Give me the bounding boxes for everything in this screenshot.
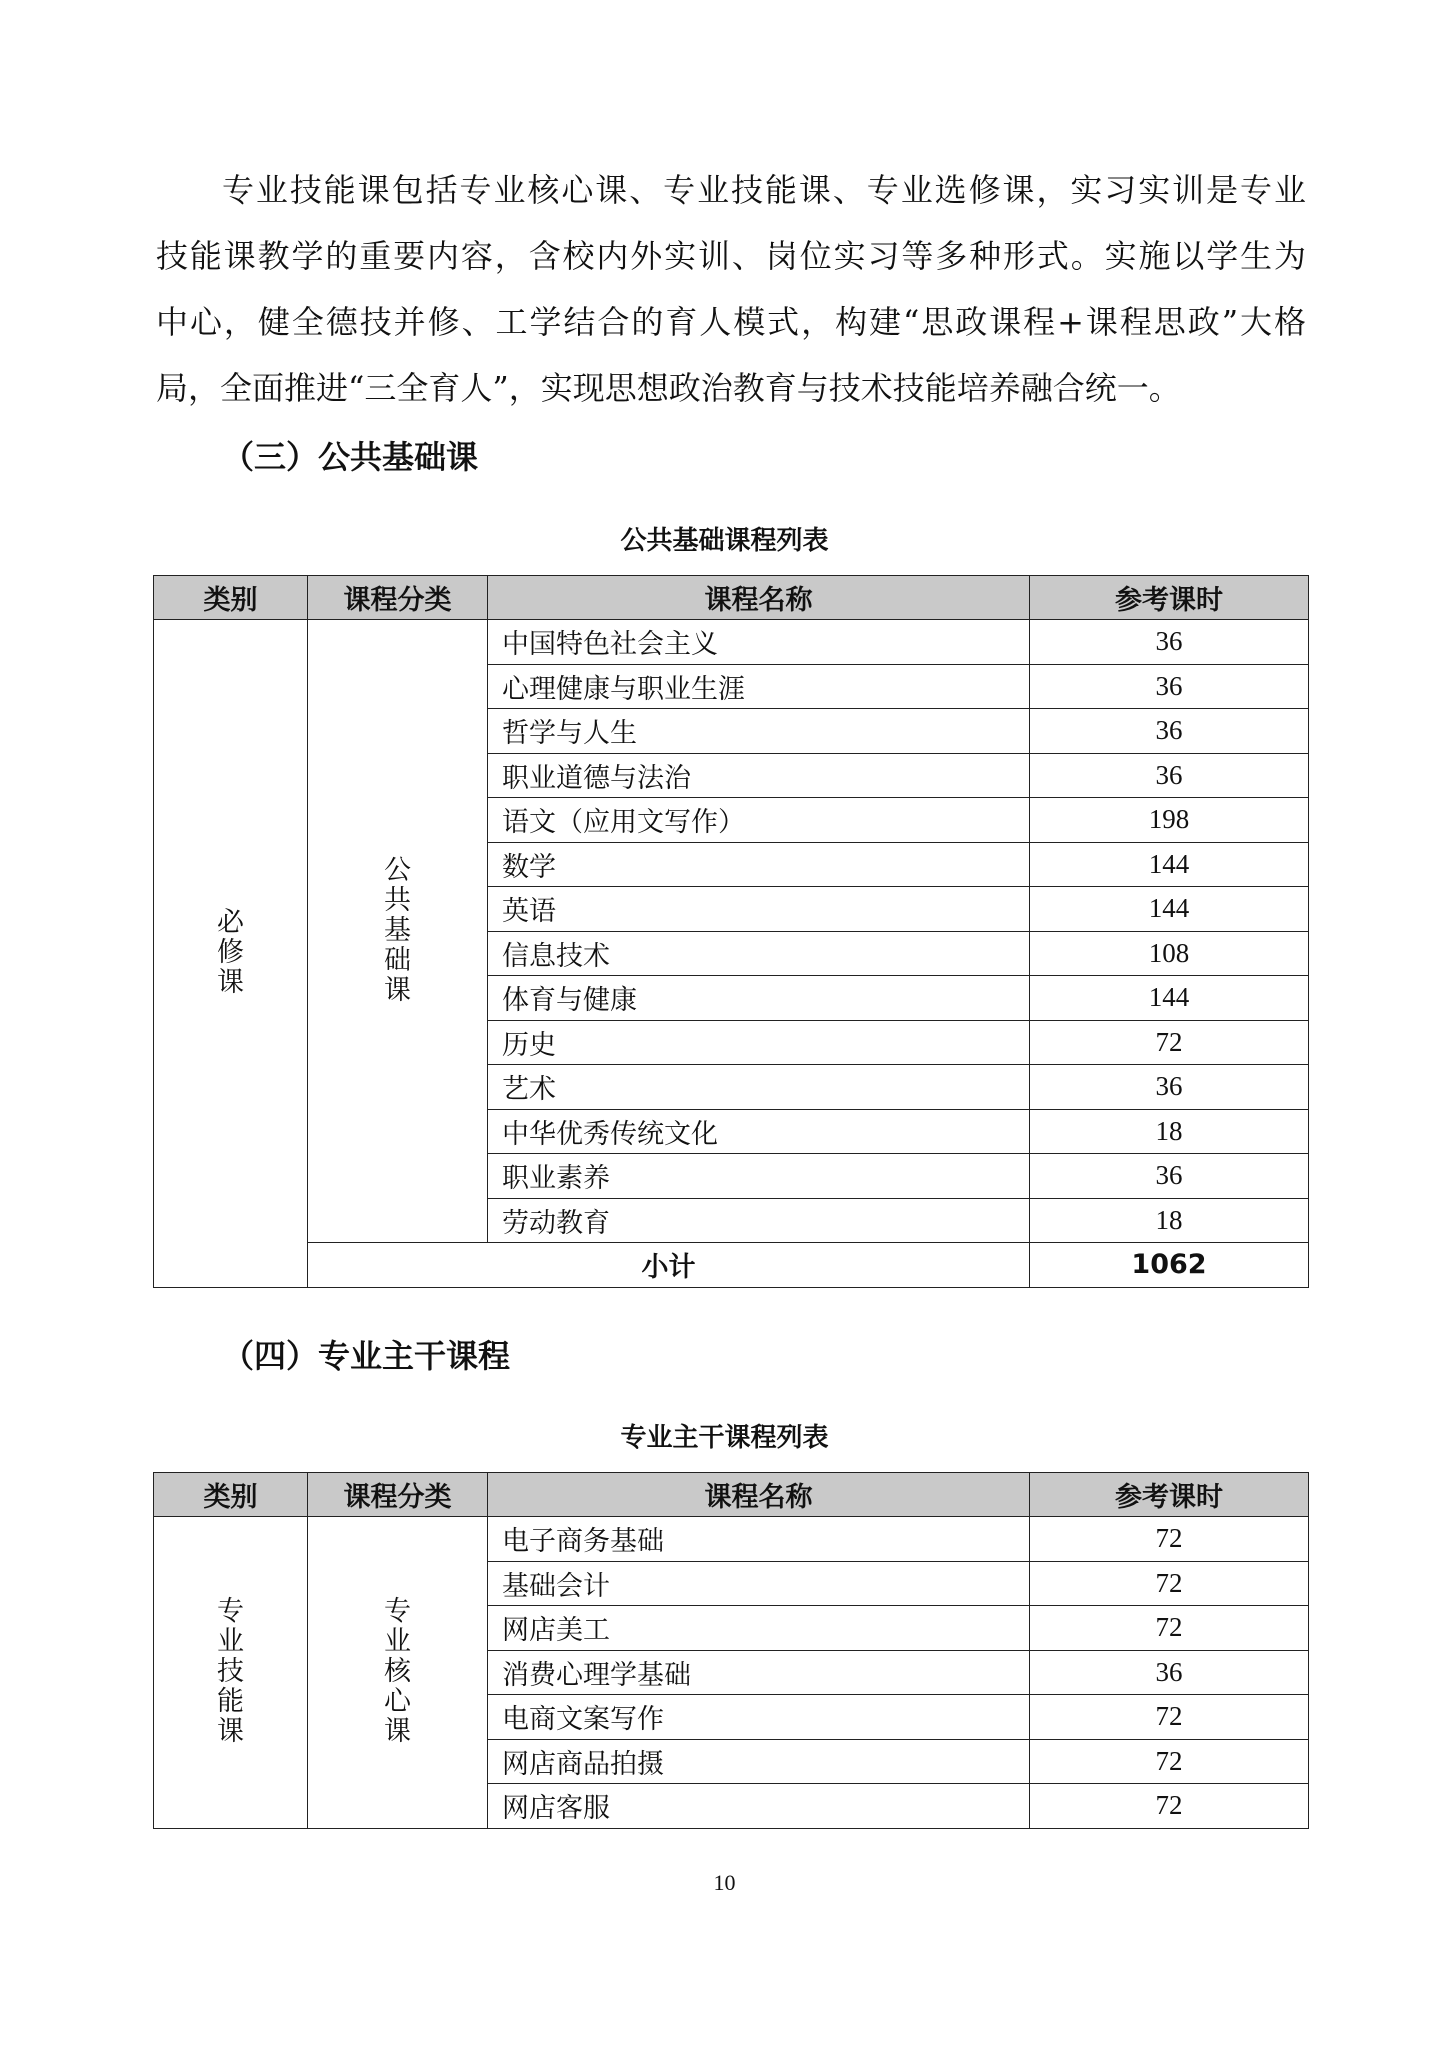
- subtotal-label: 小计: [308, 1243, 1030, 1288]
- table-title-public-courses: 公共基础课程列表: [620, 526, 829, 556]
- course-hours-cell: 72: [1030, 1695, 1309, 1740]
- course-name-cell: 数学: [488, 842, 1030, 887]
- course-hours-cell: 36: [1030, 709, 1309, 754]
- course-name-cell: 网店商品拍摄: [488, 1739, 1030, 1784]
- column-header-category: 类别: [154, 576, 308, 620]
- course-hours-cell: 198: [1030, 798, 1309, 843]
- course-name-cell: 体育与健康: [488, 976, 1030, 1021]
- course-name-cell: 哲学与人生: [488, 709, 1030, 754]
- course-name-cell: 电子商务基础: [488, 1517, 1030, 1562]
- course-name-cell: 消费心理学基础: [488, 1650, 1030, 1695]
- course-name-cell: 职业道德与法治: [488, 753, 1030, 798]
- course-name-cell: 英语: [488, 887, 1030, 932]
- course-hours-cell: 36: [1030, 664, 1309, 709]
- course-hours-cell: 144: [1030, 887, 1309, 932]
- course-hours-cell: 72: [1030, 1020, 1309, 1065]
- course-name-cell: 艺术: [488, 1065, 1030, 1110]
- table-title-core-courses: 专业主干课程列表: [620, 1423, 829, 1453]
- column-header-classification: 课程分类: [308, 1473, 488, 1517]
- column-header-hours: 参考课时: [1030, 576, 1309, 620]
- course-hours-cell: 36: [1030, 753, 1309, 798]
- page-number: 10: [713, 1870, 736, 1895]
- table-row: [154, 620, 1309, 665]
- course-name-cell: 网店客服: [488, 1784, 1030, 1829]
- course-name-cell: 职业素养: [488, 1154, 1030, 1199]
- category-cell: 必修课: [154, 620, 308, 1288]
- column-header-course-name: 课程名称: [488, 1473, 1030, 1517]
- course-hours-cell: 108: [1030, 931, 1309, 976]
- course-name-cell: 心理健康与职业生涯: [488, 664, 1030, 709]
- column-header-course-name: 课程名称: [488, 576, 1030, 620]
- public-courses-table: [153, 575, 1309, 1288]
- course-name-cell: 劳动教育: [488, 1198, 1030, 1243]
- section-heading-core-courses: （四）专业主干课程: [222, 1337, 511, 1375]
- table-row: [154, 1517, 1309, 1562]
- course-name-cell: 网店美工: [488, 1606, 1030, 1651]
- course-hours-cell: 72: [1030, 1606, 1309, 1651]
- column-header-classification: 课程分类: [308, 576, 488, 620]
- course-name-cell: 信息技术: [488, 931, 1030, 976]
- category-cell: 专业技能课: [154, 1517, 308, 1829]
- classification-cell: 公共基础课: [308, 620, 488, 1243]
- paragraph-line: 专业技能课包括专业核心课、专业技能课、专业选修课，实习实训是专业: [222, 171, 1306, 209]
- course-name-cell: 语文（应用文写作）: [488, 798, 1030, 843]
- core-courses-table: [153, 1472, 1309, 1829]
- course-name-cell: 基础会计: [488, 1561, 1030, 1606]
- course-name-cell: 中华优秀传统文化: [488, 1109, 1030, 1154]
- course-hours-cell: 72: [1030, 1739, 1309, 1784]
- course-hours-cell: 18: [1030, 1198, 1309, 1243]
- course-hours-cell: 144: [1030, 976, 1309, 1021]
- table-header-row: [154, 576, 1309, 620]
- paragraph-line: 中心，健全德技并修、工学结合的育人模式，构建“思政课程+课程思政”大格: [156, 303, 1306, 341]
- subtotal-row: [154, 1243, 1309, 1288]
- course-hours-cell: 36: [1030, 1154, 1309, 1199]
- course-name-cell: 中国特色社会主义: [488, 620, 1030, 665]
- paragraph-line: 局，全面推进“三全育人”，实现思想政治教育与技术技能培养融合统一。: [156, 369, 1181, 407]
- table-header-row: [154, 1473, 1309, 1517]
- course-name-cell: 历史: [488, 1020, 1030, 1065]
- column-header-hours: 参考课时: [1030, 1473, 1309, 1517]
- course-hours-cell: 36: [1030, 620, 1309, 665]
- classification-cell: 专业核心课: [308, 1517, 488, 1829]
- course-hours-cell: 18: [1030, 1109, 1309, 1154]
- paragraph-line: 技能课教学的重要内容，含校内外实训、岗位实习等多种形式。实施以学生为: [156, 237, 1306, 275]
- section-heading-public-courses: （三）公共基础课: [222, 438, 479, 476]
- intro-paragraph: [156, 157, 1306, 421]
- course-hours-cell: 72: [1030, 1784, 1309, 1829]
- course-name-cell: 电商文案写作: [488, 1695, 1030, 1740]
- course-hours-cell: 36: [1030, 1065, 1309, 1110]
- column-header-category: 类别: [154, 1473, 308, 1517]
- subtotal-value: 1062: [1030, 1243, 1309, 1288]
- course-hours-cell: 72: [1030, 1517, 1309, 1562]
- course-hours-cell: 36: [1030, 1650, 1309, 1695]
- course-hours-cell: 72: [1030, 1561, 1309, 1606]
- course-hours-cell: 144: [1030, 842, 1309, 887]
